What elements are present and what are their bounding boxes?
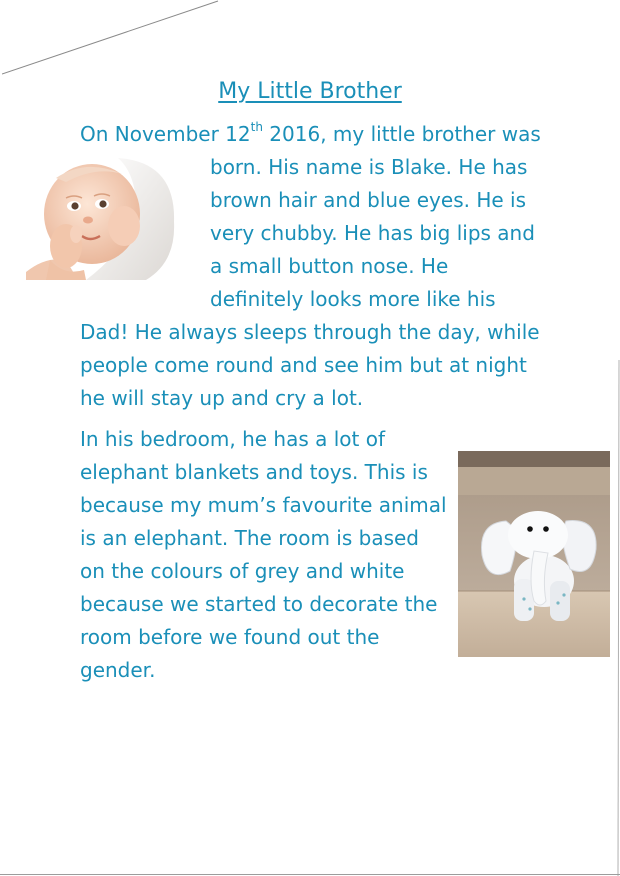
- text-line: he will stay up and cry a lot.: [80, 386, 364, 410]
- text-line: because my mum’s favourite animal: [80, 493, 447, 517]
- text-line: born. His name is Blake. He has: [210, 155, 528, 179]
- text-line: brown hair and blue eyes. He is: [210, 188, 527, 212]
- text-line: definitely looks more like his: [210, 287, 496, 311]
- text-line: because we started to decorate the: [80, 592, 438, 616]
- text-line: on the colours of grey and white: [80, 559, 405, 583]
- scan-edge-bottom: [0, 874, 620, 875]
- text-line: elephant blankets and toys. This is: [80, 460, 428, 484]
- text-line: gender.: [80, 658, 156, 682]
- text-line: room before we found out the: [80, 625, 380, 649]
- text-line: people come round and see him but at night: [80, 353, 527, 377]
- text-line: very chubby. He has big lips and: [210, 221, 535, 245]
- text-line: Dad! He always sleeps through the day, while: [80, 320, 540, 344]
- baby-photo: [26, 152, 176, 282]
- page-title: My Little Brother: [218, 79, 402, 104]
- text-line: a small button nose. He: [210, 254, 449, 278]
- scan-edge: [616, 360, 620, 876]
- text-line: On November 12th 2016, my little brother was: [80, 120, 541, 146]
- towel-elephant-photo: [458, 451, 610, 657]
- text-line: In his bedroom, he has a lot of: [80, 427, 386, 451]
- scan-line: [2, 0, 222, 78]
- text-line: is an elephant. The room is based: [80, 526, 420, 550]
